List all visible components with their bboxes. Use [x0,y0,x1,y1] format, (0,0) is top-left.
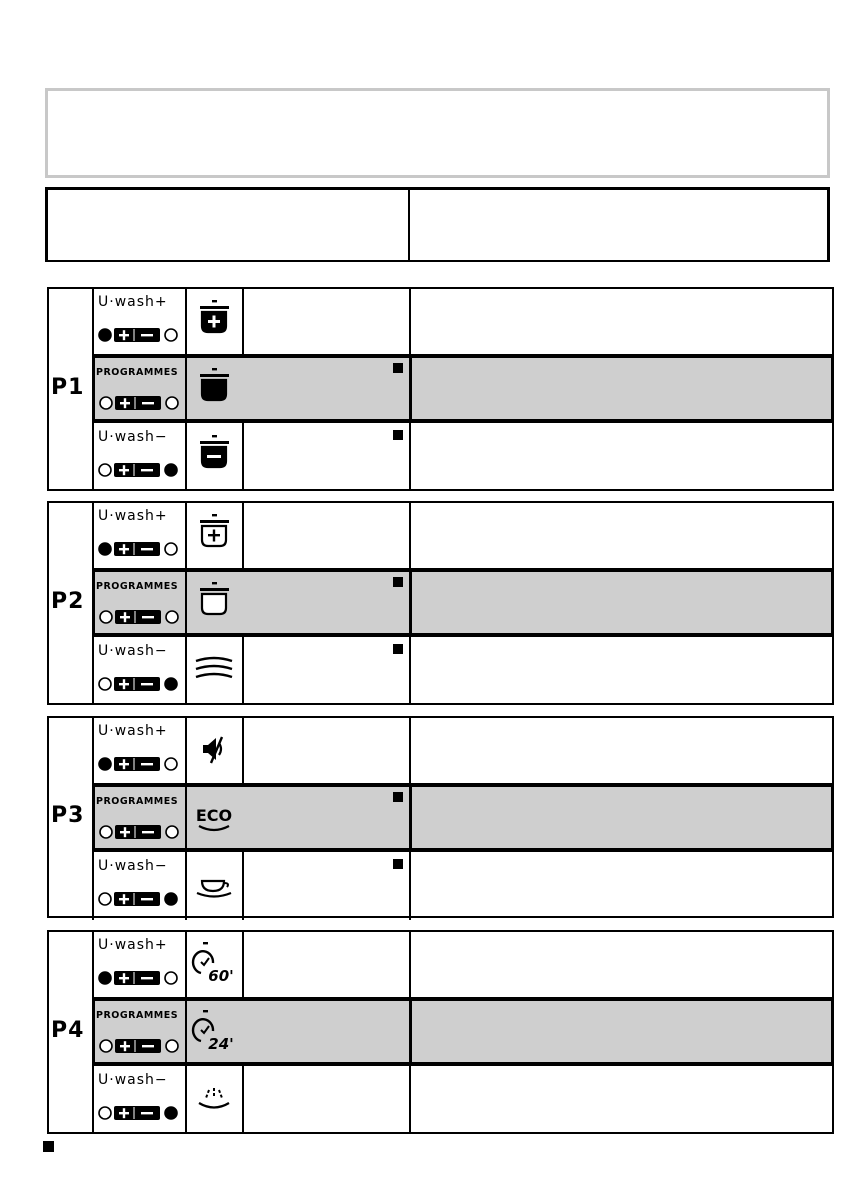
footnote-marker [43,1141,54,1152]
column-divider [92,422,94,491]
cup-icon [189,860,239,910]
column-divider [242,287,244,355]
uwash-plus-label: U·wash+ [98,294,168,310]
waves-icon [189,645,239,695]
default-setting-marker [393,363,403,373]
uwash-minus-label: U·wash− [98,429,168,445]
column-divider [409,422,411,491]
column-divider [185,501,187,569]
button-led-indicator [98,394,180,412]
column-divider [185,716,187,784]
column-divider [92,716,94,784]
uwash-plus-label: U·wash+ [98,723,168,739]
button-led-indicator [97,540,179,558]
programmes-label: PROGRAMMES [96,1010,179,1021]
button-led-indicator [97,326,179,344]
column-divider [409,851,411,920]
default-setting-marker [393,577,403,587]
uwash-minus-label: U·wash− [98,643,168,659]
column-divider [185,1065,187,1134]
column-divider [185,851,187,920]
group-label-p1: P1 [51,375,85,400]
column-divider [242,851,244,920]
column-divider [409,636,411,705]
default-setting-marker [393,859,403,869]
column-divider [92,851,94,920]
group-label-p2: P2 [51,589,85,614]
uwash-minus-label: U·wash− [98,1072,168,1088]
column-divider [92,501,94,569]
pot-plus-icon [189,296,239,346]
column-divider [409,501,411,569]
column-divider [185,287,187,355]
group-label-p4: P4 [51,1018,85,1043]
pot-outline-icon [189,578,239,628]
svg-text:60': 60' [208,967,234,985]
svg-text:24': 24' [208,1035,234,1053]
column-divider [409,1065,411,1134]
button-led-indicator [97,1104,179,1122]
column-divider [409,716,411,784]
column-divider [92,636,94,705]
row-divider [92,1064,834,1066]
mute-icon [189,725,239,775]
column-divider [242,636,244,705]
column-divider [185,930,187,998]
column-divider [92,1065,94,1134]
programmes-label: PROGRAMMES [96,581,179,592]
column-divider [242,422,244,491]
header-table-divider [408,190,410,260]
button-led-indicator [97,890,179,908]
column-divider [185,422,187,491]
timer-24-icon [189,1007,239,1057]
default-setting-marker [393,430,403,440]
column-divider [242,1065,244,1134]
button-led-indicator [98,608,180,626]
column-divider [185,784,187,851]
button-led-indicator [97,969,179,987]
column-divider [409,930,411,998]
uwash-plus-label: U·wash+ [98,937,168,953]
eco-icon [189,793,239,843]
column-divider [242,716,244,784]
rinse-icon [189,1074,239,1124]
timer-60-icon [189,939,239,989]
header-table [45,187,830,262]
column-divider [185,636,187,705]
column-divider [409,569,412,636]
svg-text:ECO: ECO [195,806,233,825]
pot-filled-icon [189,364,239,414]
column-divider [185,355,187,422]
button-led-indicator [97,461,179,479]
column-divider [409,998,412,1065]
programmes-label: PROGRAMMES [96,796,179,807]
column-divider [242,930,244,998]
column-divider [185,998,187,1065]
column-divider [92,287,94,355]
header-box [45,88,830,178]
button-led-indicator [97,675,179,693]
button-led-indicator [98,1037,180,1055]
button-led-indicator [98,823,180,841]
default-setting-marker [393,792,403,802]
column-divider [92,930,94,998]
row-divider [92,635,834,637]
row-divider [92,421,834,423]
column-divider [409,287,411,355]
button-led-indicator [97,755,179,773]
uwash-plus-label: U·wash+ [98,508,168,524]
column-divider [409,355,412,422]
programmes-label: PROGRAMMES [96,367,179,378]
pot-outline-plus-icon [189,510,239,560]
row-divider [92,850,834,852]
column-divider [185,569,187,636]
default-setting-marker [393,644,403,654]
column-divider [409,784,412,851]
column-divider [242,501,244,569]
group-label-p3: P3 [51,803,85,828]
pot-minus-icon [189,431,239,481]
uwash-minus-label: U·wash− [98,858,168,874]
